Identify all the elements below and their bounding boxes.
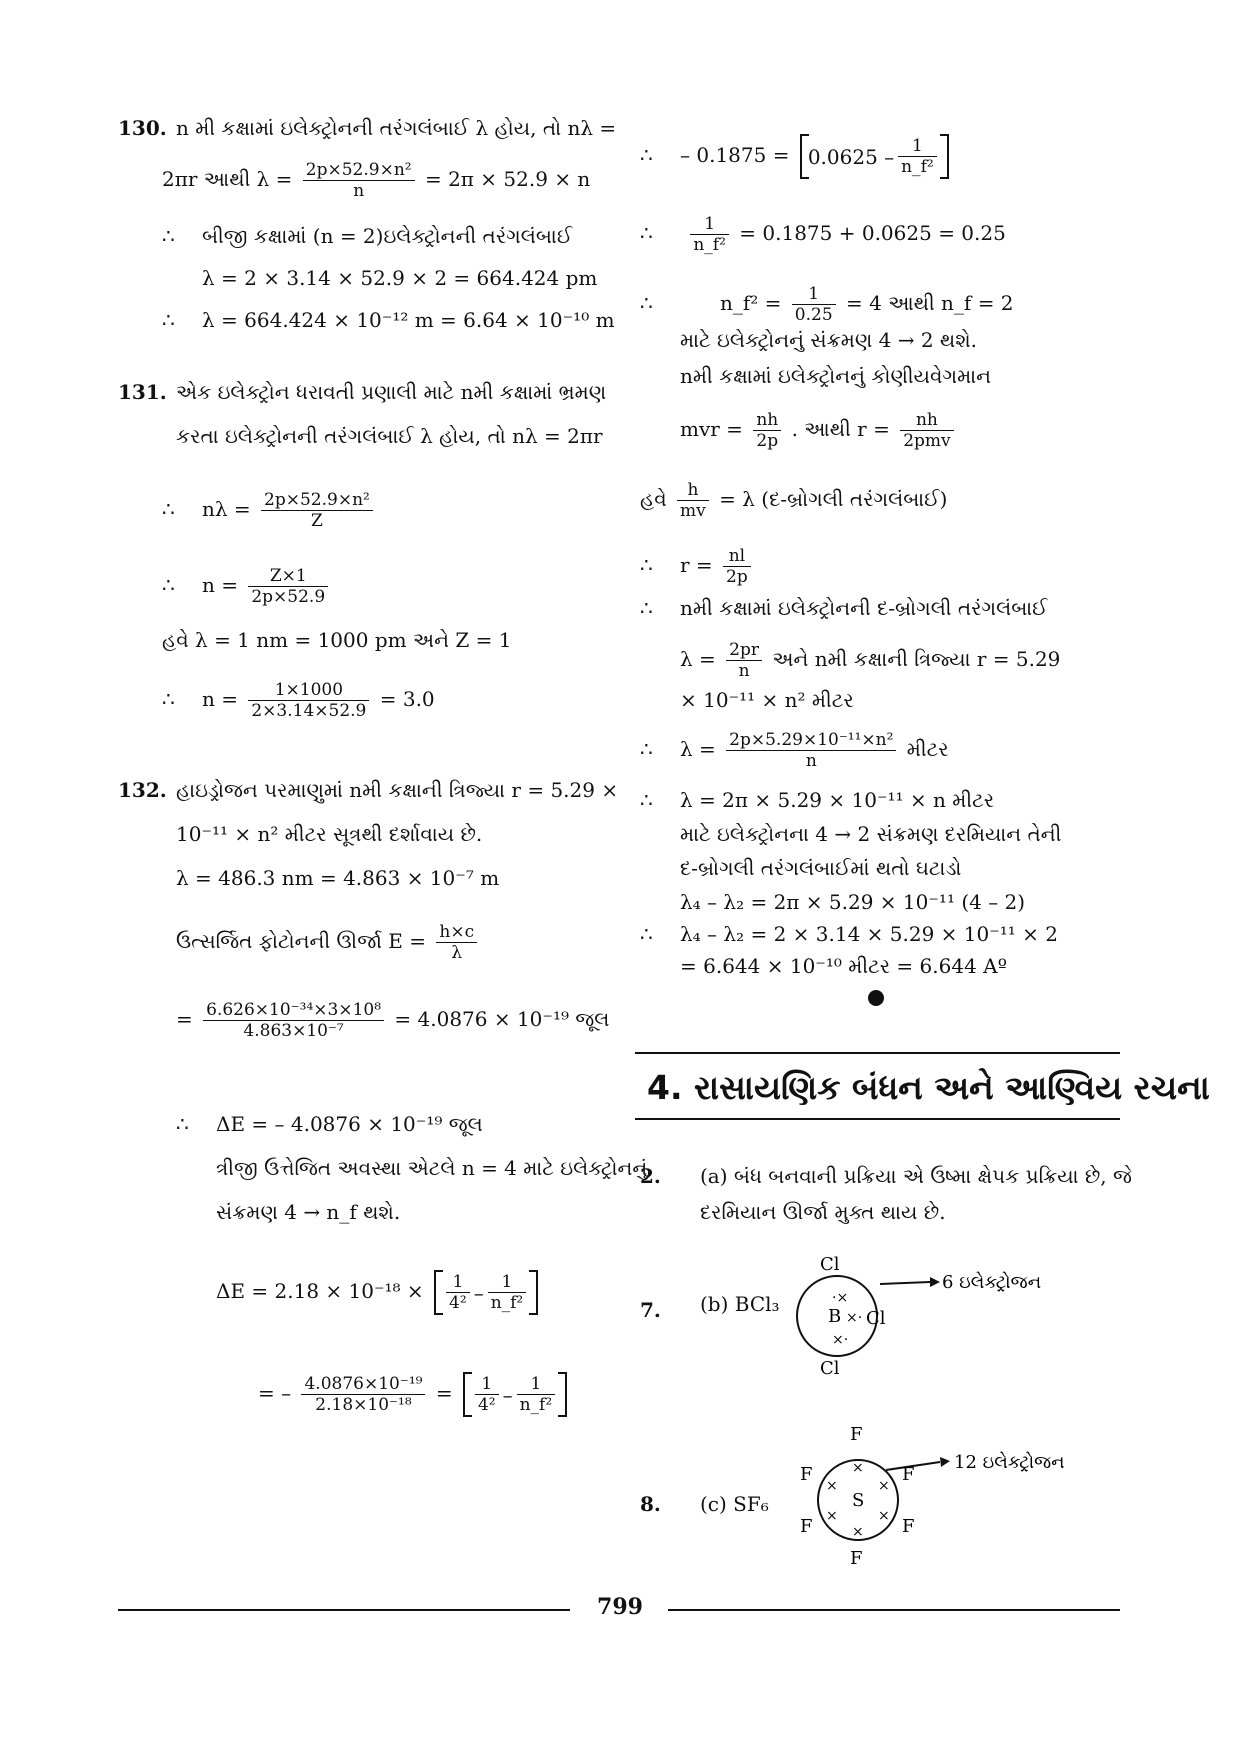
svg-text:×: × <box>826 1478 838 1494</box>
right-line5: nમી કક્ષામાં ઇલેક્ટ્રોનનું કોણીયવેગમાન <box>680 364 992 388</box>
q131-line6: ∴ n = $\frac{1\times 1000}{2\times 3.14\times 52.9}$ = 3.0 <box>162 680 435 721</box>
page-number: 799 <box>597 1594 643 1620</box>
right-line7: હવે $\frac{h}{mv}$ = λ (દ-બ્રોગલી તરંગલંબાઈ) <box>640 480 948 521</box>
svg-text:·×: ·× <box>832 1290 849 1306</box>
sf6-diagram-svg <box>790 1420 1090 1570</box>
bracket-expression: $\frac{1}{\text{4²}}$ – $\frac{1}{\text{n\_f²}}$ <box>434 1270 538 1315</box>
heading-bottom-rule <box>635 1118 1120 1120</box>
q2-line1: (a) બંધ બનવાની પ્રક્રિયા એ ઉષ્મા ક્ષેપક પ્રક્રિયા છે, જે <box>700 1164 1132 1188</box>
q131-line3: ∴ nλ = $\frac{\text{2p×52.9×n²}}{Z}$ <box>162 490 377 531</box>
q7-option: (b) BCl₃ <box>700 1292 780 1316</box>
bcl3-lewis-diagram <box>790 1250 1090 1380</box>
chapter-heading-block <box>635 1052 1210 1120</box>
question-number: 132. <box>118 778 167 802</box>
q130-line5: ∴ λ = 664.424 × 10⁻¹² m = 6.64 × 10⁻¹⁰ m <box>162 308 615 332</box>
f-upper-left: F <box>800 1464 813 1485</box>
chapter-heading: 4. રાસાયણિક બંધન અને આણ્વિય રચના <box>647 1068 1210 1107</box>
right-line12: ∴ λ = $\frac{\text{2p×5.29×10⁻¹¹×n²}}{n}$ મીટર <box>640 730 949 771</box>
f-lower-left: F <box>800 1516 813 1537</box>
fraction: $\frac{\text{2p×52.9×n²}}{n}$ <box>303 160 415 201</box>
pointer-line <box>880 1282 930 1284</box>
svg-text:×: × <box>878 1508 890 1524</box>
q132-line3: λ = 486.3 nm = 4.863 × 10⁻⁷ m <box>176 866 500 890</box>
right-line10: λ = $\frac{2pr}{n}$ અને nમી કક્ષાની ત્રિજ્યા r = 5.29 <box>680 640 1061 681</box>
footer-rule-right <box>668 1609 1120 1611</box>
right-line15: દ-બ્રોગલી તરંગલંબાઈમાં થતો ઘટાડો <box>680 856 962 880</box>
f-upper-right: F <box>902 1464 915 1485</box>
f-lower-right: F <box>902 1516 915 1537</box>
f-top: F <box>850 1424 863 1445</box>
cl-bottom: Cl <box>820 1358 840 1379</box>
q130-line1: 130. n મી કક્ષામાં ઇલેક્ટ્રોનની તરંગલંબાઈ λ હોય, તો nλ = <box>118 116 617 140</box>
sf6-note: 12 ઇલેક્ટ્રોજન <box>954 1452 1065 1473</box>
q130-line4: λ = 2 × 3.14 × 52.9 × 2 = 664.424 pm <box>202 266 598 290</box>
svg-text:×: × <box>878 1478 890 1494</box>
bcl3-note: 6 ઇલેક્ટ્રોજન <box>942 1272 1042 1293</box>
q131-line5: હવે λ = 1 nm = 1000 pm અને Z = 1 <box>162 628 512 652</box>
arrow-head-icon <box>930 1277 940 1287</box>
right-line4: માટે ઇલેક્ટ્રોનનું સંક્રમણ 4 → 2 થશે. <box>680 328 978 352</box>
q2-line2: દરમિયાન ઊર્જા મુક્ત થાય છે. <box>700 1200 946 1224</box>
q130-line2: 2πr આથી λ = $\frac{\text{2p×52.9×n²}}{n}$ = 2π × 52.9 × n <box>162 160 591 201</box>
q8-option: (c) SF₆ <box>700 1492 769 1516</box>
q7-number: 7. <box>640 1298 661 1322</box>
q131-line2: કરતા ઇલેક્ટ્રોનની તરંગલંબાઈ λ હોય, તો nλ = 2πr <box>176 424 603 448</box>
right-line3: ∴ n_f² = $\frac{1}{0.25}$ = 4 આથી n_f = 2 <box>640 284 1014 325</box>
svg-text:×: × <box>826 1508 838 1524</box>
question-number: 130. <box>118 116 167 140</box>
footer-rule-left <box>118 1609 570 1611</box>
right-line16: λ₄ – λ₂ = 2π × 5.29 × 10⁻¹¹ (4 – 2) <box>680 890 1026 914</box>
q132-line9: ΔE = 2.18 × 10⁻¹⁸ × $\frac{1}{\text{4²}}$ – $\frac{1}{\text{n\_f²}}$ <box>216 1270 542 1315</box>
q132-line1: 132. હાઇડ્રોજન પરમાણુમાં nમી કક્ષાની ત્રિજ્યા r = 5.29 × <box>118 778 619 802</box>
question-number: 131. <box>118 380 167 404</box>
q132-line5: = $\frac{\text{6.626×10⁻³⁴×3×10⁸}}{\text{4.863×10⁻⁷}}$ = 4.0876 × 10⁻¹⁹ જૂલ <box>176 1000 610 1041</box>
q2-number: 2. <box>640 1164 661 1188</box>
svg-text:×·: ×· <box>846 1310 863 1326</box>
svg-text:×: × <box>852 1524 864 1540</box>
q132-line8: સંક્રમણ 4 → n_f થશે. <box>216 1200 401 1224</box>
end-bullet <box>868 990 884 1006</box>
svg-text:×: × <box>852 1460 864 1476</box>
right-line1: ∴ – 0.1875 = 0.0625 – $\frac{1}{\text{n\_f²}}$ <box>640 134 953 179</box>
q131-line4: ∴ n = $\frac{Z\times 1}{2p\times 52.9}$ <box>162 566 332 607</box>
q132-line6: ∴ ΔE = – 4.0876 × 10⁻¹⁹ જૂલ <box>176 1112 483 1136</box>
f-bottom: F <box>850 1548 863 1569</box>
right-line17: ∴ λ₄ – λ₂ = 2 × 3.14 × 5.29 × 10⁻¹¹ × 2 <box>640 922 1059 946</box>
bracket-expression: $\frac{1}{\text{4²}}$ – $\frac{1}{\text{n\_f²}}$ <box>463 1372 567 1417</box>
q132-line4: ઉત્સર્જિત ફોટોનની ઊર્જા E = $\frac{h\times c}{\lambda}$ <box>176 922 481 963</box>
q132-line7: ત્રીજી ઉત્તેજિત અવસ્થા એટલે n = 4 માટે ઇલેક્ટ્રોનનું <box>216 1156 648 1180</box>
sf6-lewis-diagram <box>790 1420 1090 1570</box>
right-line13: ∴ λ = 2π × 5.29 × 10⁻¹¹ × n મીટર <box>640 788 995 812</box>
right-line2: ∴ $\frac{1}{\text{n\_f²}}$ = 0.1875 + 0.0625 = 0.25 <box>640 214 1006 255</box>
arrow-head-icon <box>940 1457 950 1467</box>
right-line8: ∴ r = $\frac{nl}{2p}$ <box>640 546 755 587</box>
q8-number: 8. <box>640 1492 661 1516</box>
cl-top: Cl <box>820 1254 840 1275</box>
right-line18: = 6.644 × 10⁻¹⁰ મીટર = 6.644 Aº <box>680 954 1007 978</box>
svg-text:×·: ×· <box>832 1332 849 1348</box>
q132-line10: = – $\frac{\text{4.0876×10⁻¹⁹}}{\text{2.18×10⁻¹⁸}}$ = $\frac{1}{\text{4²}}$ – $\frac{1}{\text{n\_f²}}$ <box>258 1372 571 1417</box>
right-line14: માટે ઇલેક્ટ્રોનના 4 → 2 સંક્રમણ દરમિયાન તેની <box>680 822 1062 846</box>
sulfur-label: S <box>852 1490 865 1511</box>
right-line6: mvr = $\frac{nh}{2p}$ . આથી r = $\frac{nh}{\text{2pmv}}$ <box>680 410 958 451</box>
q132-line2: 10⁻¹¹ × n² મીટર સૂત્રથી દર્શાવાય છે. <box>176 822 483 846</box>
cl-right: Cl <box>866 1308 886 1329</box>
q130-line3: ∴ બીજી કક્ષામાં (n = 2)ઇલેક્ટ્રોનની તરંગલંબાઈ <box>162 224 573 248</box>
boron-label: B <box>828 1306 842 1327</box>
bcl3-diagram-svg <box>790 1250 1090 1380</box>
q131-line1: 131. એક ઇલેક્ટ્રોન ધરાવતી પ્રણાલી માટે nમી કક્ષામાં ભ્રમણ <box>118 380 607 404</box>
right-line11: × 10⁻¹¹ × n² મીટર <box>680 688 854 712</box>
right-line9: ∴ nમી કક્ષામાં ઇલેક્ટ્રોનની દ-બ્રોગલી તરંગલંબાઈ <box>640 596 1048 620</box>
